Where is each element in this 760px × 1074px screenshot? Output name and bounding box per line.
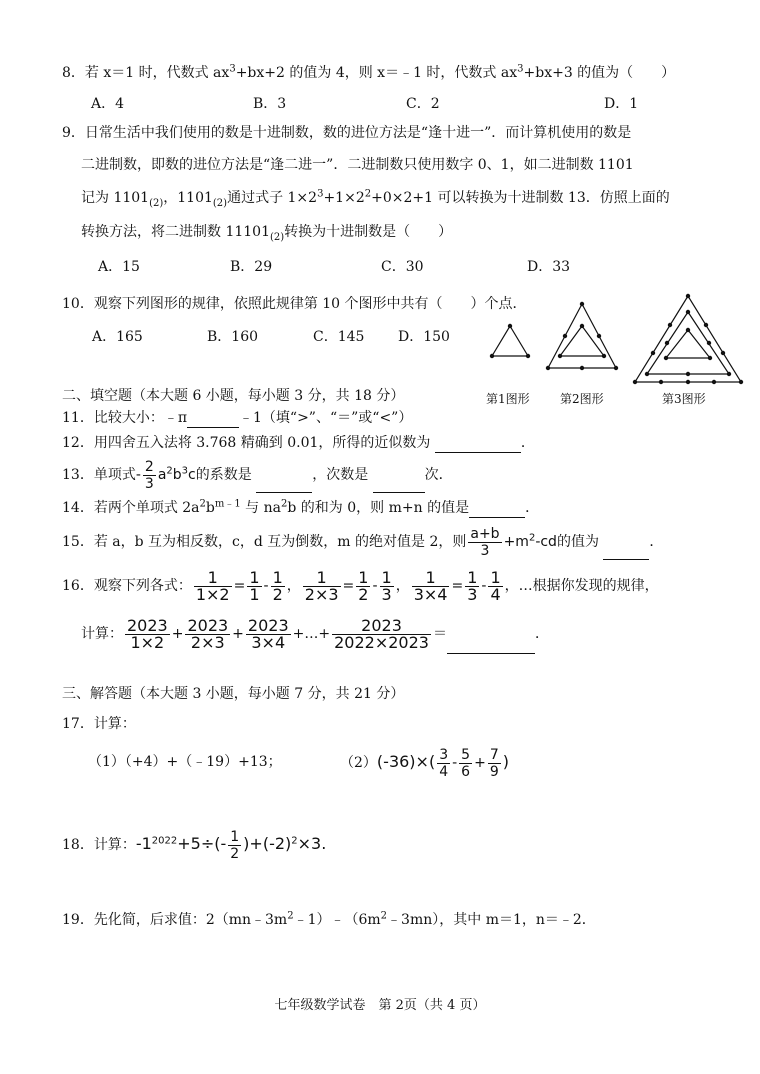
fraction: $\frac{2023}{1\times 2}$ xyxy=(127,615,168,652)
figure-2-dots xyxy=(546,302,618,370)
figure-3-triangles xyxy=(635,296,741,382)
question-19: 19．先化简，后求值：$2(mn﹣3m^2﹣1)﹣(6m^2﹣3mn)$，其中 m＝1，n＝﹣2． xyxy=(62,910,596,928)
question-9-line-2: 二进制数，即数的进位方法是“逢二进一”．二进制数只使用数字 0、1，如二进制数 1101 xyxy=(81,157,634,173)
fraction: $\frac{1}{2}$ xyxy=(230,828,240,862)
fraction: $\frac{2023}{2\times 3}$ xyxy=(187,615,229,652)
question-9-option-c: C．30 xyxy=(381,259,424,275)
fraction: $\frac{1}{4}$ xyxy=(490,567,501,604)
question-9-line-1: 9．日常生活中我们使用的数是十进制数，数的进位方法是“逢十进一”．而计算机使用的数是 xyxy=(62,125,632,141)
fraction: $\frac{a+b}{3}$ xyxy=(470,525,500,559)
question-9-option-a: A．15 xyxy=(98,259,140,275)
figure-1-triangle xyxy=(492,326,528,356)
fraction: $\frac{2}{3}$ xyxy=(144,458,154,492)
question-11: 11．比较大小：﹣π ﹣1（填“>”、“＝”或“<”） xyxy=(62,410,413,426)
question-17-part-1: （1）（+4）+（﹣19）+13； xyxy=(88,754,282,770)
answer-blank[interactable] xyxy=(373,492,425,493)
fraction: $\frac{1}{2}$ xyxy=(272,567,283,604)
answer-blank[interactable] xyxy=(603,559,649,560)
fraction: $\frac{5}{6}$ xyxy=(461,746,471,780)
question-13: 13．单项式- $\frac{2}{3}$ $a^2b^3c$的系数是 ，次数是 次． xyxy=(62,458,453,492)
figure-3-label: 第3图形 xyxy=(662,392,706,406)
question-8-option-d: D．1 xyxy=(604,96,639,112)
question-10-option-c: C．145 xyxy=(313,329,365,345)
figure-1-dots xyxy=(490,324,530,358)
answer-blank[interactable] xyxy=(469,517,525,518)
question-15: 15．若 a，b 互为相反数，c，d 互为倒数，m 的绝对值是 2，则 $\frac{a+b}{3}$ $+m^2-cd$的值为 ． xyxy=(62,525,664,559)
question-12: 12．用四舍五入法将 3.768 精确到 0.01，所得的近似数为 ． xyxy=(62,435,535,451)
question-16-line-1: 16．观察下列各式： $\frac{1}{1\times 2}$ = $\frac{1}{1}$ - $\frac{1}{2}$ ， $\frac{1}{2\times 3}$ = $\frac{1}{2}$ - $\frac{1}{3}$ ， $\frac{1}{3\times 4}$ = $\frac{1}{3}$ - $\frac{1}{4}$ ，…根据你发现的规律， xyxy=(62,567,659,604)
page-footer: 七年级数学试卷 第 2页（共 4 页） xyxy=(274,998,486,1013)
fraction: $\frac{3}{4}$ xyxy=(439,746,449,780)
fraction: $\frac{1}{2\times 3}$ xyxy=(304,567,339,604)
fraction: $\frac{1}{3}$ xyxy=(467,567,478,604)
fraction: $\frac{1}{2}$ xyxy=(358,567,369,604)
question-17-part-2: （2）(-36)×( $\frac{3}{4}$ - $\frac{5}{6}$ + $\frac{7}{9}$ ) xyxy=(340,746,509,780)
fraction: $\frac{7}{9}$ xyxy=(489,746,499,780)
section-2-heading: 二、填空题（本大题 6 小题，每小题 3 分，共 18 分） xyxy=(62,388,405,404)
question-17-title: 17．计算： xyxy=(62,716,136,732)
question-9-line-3: 记为 $1101_{(2)}$，$1101_{(2)}$通过式子 $1\times 2^3+1\times 2^2+0\times 2+1$ 可以转换为十进制数 13．仿照上面的 xyxy=(81,188,670,209)
answer-blank[interactable] xyxy=(447,653,535,654)
section-3-heading: 三、解答题（本大题 3 小题，每小题 7 分，共 21 分） xyxy=(62,686,405,702)
figure-1-label: 第1图形 xyxy=(486,392,530,406)
question-9-line-4: 转换方法，将二进制数 $11101_{(2)}$转换为十进制数是（ ） xyxy=(81,224,453,243)
fraction: $\frac{2023}{2022\times 2023}$ xyxy=(334,615,429,652)
answer-blank[interactable] xyxy=(435,452,521,453)
question-14: 14．若两个单项式 $2a^2b^{m﹣1}$ 与 $na^2b$ 的和为 0，则 m+n 的值是 ． xyxy=(62,498,540,516)
question-9-option-d: D．33 xyxy=(527,259,571,275)
question-8-stem: 8．若 x＝1 时，代数式 $ax^3+bx+2$ 的值为 4，则 x＝﹣1 时，代数式 $ax^3+bx+3$ 的值为（ ） xyxy=(62,63,676,81)
answer-blank[interactable] xyxy=(256,492,312,493)
fraction: $\frac{2023}{3\times 4}$ xyxy=(247,615,289,652)
dot-triangle-figures xyxy=(480,290,750,410)
figure-2-triangles xyxy=(548,304,616,368)
question-10-option-b: B．160 xyxy=(207,329,259,345)
question-9-option-b: B．29 xyxy=(230,259,273,275)
question-16-line-2: 计算： $\frac{2023}{1\times 2}$ + $\frac{2023}{2\times 3}$ + $\frac{2023}{3\times 4}$ +…+ $\frac{2023}{2022\times 2023}$ ＝ ． xyxy=(81,614,549,654)
fraction: $\frac{1}{3\times 4}$ xyxy=(413,567,448,604)
figure-2-label: 第2图形 xyxy=(560,392,604,406)
question-10-option-a: A．165 xyxy=(92,329,143,345)
question-8-option-c: C．2 xyxy=(406,96,440,112)
question-10-option-d: D．150 xyxy=(398,329,450,345)
answer-blank[interactable] xyxy=(187,427,239,428)
fraction: $\frac{1}{3}$ xyxy=(381,567,392,604)
question-10-stem: 10．观察下列图形的规律，依照此规律第 10 个图形中共有（ ）个点． xyxy=(62,296,527,312)
question-18: 18．计算：$-1^{2022}+5\div(-$ $\frac{1}{2}$ )$+(-2)^2\times 3$. xyxy=(62,828,327,862)
fraction: $\frac{1}{1\times 2}$ xyxy=(195,567,230,604)
question-8-option-a: A．4 xyxy=(91,96,125,112)
question-8-option-b: B．3 xyxy=(253,96,287,112)
fraction: $\frac{1}{1}$ xyxy=(249,567,260,604)
